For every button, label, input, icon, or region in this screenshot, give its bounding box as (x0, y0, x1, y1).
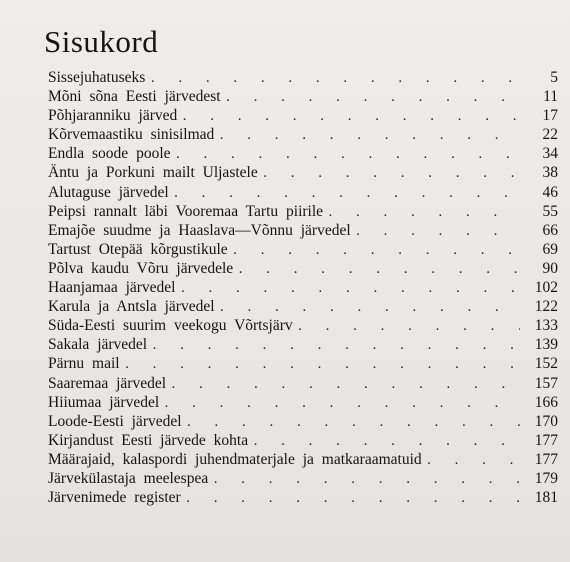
toc-entry-page-number: 133 (534, 317, 558, 335)
dot-leader (422, 452, 520, 471)
toc-entry-page-number: 5 (550, 69, 558, 86)
toc-entry-page-number: 90 (542, 259, 558, 277)
toc-entry-page-number: 66 (542, 221, 558, 239)
toc-entry (48, 125, 558, 144)
toc-entry (48, 412, 558, 431)
toc-entry-title: Tartust Otepää kõrgustikule (48, 240, 228, 258)
toc-entry (48, 354, 558, 373)
dot-leader (166, 376, 520, 395)
toc-entry-title: Kõrvemaastiku sinisilmad (48, 126, 215, 144)
dot-leader (214, 127, 520, 146)
dot-leader (181, 490, 520, 509)
toc-entry-page-number: 181 (534, 489, 558, 507)
toc-entry-page-number: 166 (534, 393, 558, 411)
dot-leader (293, 318, 520, 337)
toc-entry-title: Karula ja Antsla järvedel (48, 298, 215, 316)
toc-entry-title: Alutaguse järvedel (48, 183, 169, 201)
toc-entry (48, 374, 558, 393)
toc-entry (48, 221, 558, 240)
toc-entry-title: Järvekülastaja meelespea (48, 469, 209, 487)
dot-leader (228, 242, 520, 261)
toc-entry (48, 87, 558, 106)
dot-leader (221, 89, 520, 108)
toc-entry-page-number: 177 (534, 431, 558, 449)
toc-entry-page-number: 179 (534, 469, 558, 487)
toc-entry (48, 450, 558, 469)
toc-entry (48, 183, 558, 202)
toc-entry-title: Emajõe suudme ja Haaslava—Võnnu järvedel (48, 221, 351, 239)
toc-entry (48, 469, 558, 488)
toc-entry-title: Kirjandust Eesti järvede kohta (48, 431, 249, 449)
toc-entry (48, 316, 558, 335)
toc-entry-title: Hiiumaa järvedel (48, 393, 160, 411)
toc-entry-page-number: 34 (542, 145, 558, 163)
dot-leader (258, 165, 520, 184)
toc-entry-page-number: 17 (542, 107, 558, 125)
toc-entry-page-number: 177 (534, 450, 558, 468)
toc-entry-page-number: 122 (534, 298, 558, 316)
toc-entry-title: Sissejuhatuseks (48, 69, 146, 86)
toc-entry-page-number: 38 (542, 164, 558, 182)
dot-leader (208, 471, 520, 490)
toc-entry-page-number: 139 (534, 336, 558, 354)
dot-leader (323, 204, 520, 223)
toc-entry (48, 393, 558, 412)
toc-entry-title: Põlva kaudu Võru järvedele (48, 259, 234, 277)
toc-entry (48, 202, 558, 221)
toc-entry-title: Saaremaa järvedel (48, 374, 167, 392)
toc-entry-page-number: 22 (542, 126, 558, 144)
toc-entry-page-number: 152 (534, 355, 558, 373)
toc-entry-title: Määrajaid, kalaspordi juhendmaterjale ja matkaraamatuid (48, 450, 422, 468)
toc-entry (48, 297, 558, 316)
toc-entry (48, 68, 558, 87)
toc-entry-title: Süda-Eesti suurim veekogu Võrtsjärv (48, 317, 293, 335)
toc-entry (48, 144, 558, 163)
toc-entry-title: Haanjamaa järvedel (48, 279, 176, 297)
toc-entry-title: Põhjaranniku järved (48, 107, 178, 125)
toc-entry-title: Peipsi rannalt läbi Vooremaa Tartu piirile (48, 202, 324, 220)
dot-leader (147, 337, 520, 356)
toc-entry (48, 163, 558, 182)
toc-entry-title: Endla soode poole (48, 145, 171, 163)
toc-entry (48, 240, 558, 259)
toc-entry-title: Mõni sõna Eesti järvedest (48, 88, 221, 106)
dot-leader (176, 280, 521, 299)
toc-entry (48, 488, 558, 507)
toc-entry-page-number: 11 (543, 88, 558, 106)
toc-entry (48, 259, 558, 278)
toc-entry-page-number: 157 (534, 374, 558, 392)
toc-entry-page-number: 69 (542, 240, 558, 258)
toc-entry-page-number: 170 (534, 412, 558, 430)
table-of-contents (48, 68, 558, 507)
dot-leader (351, 223, 520, 242)
toc-entry-page-number: 102 (534, 279, 558, 297)
page-title: Sisukord (44, 24, 159, 59)
toc-entry-page-number: 46 (542, 183, 558, 201)
dot-leader (233, 261, 520, 280)
toc-entry-title: Sakala järvedel (48, 336, 148, 354)
toc-entry (48, 335, 558, 354)
toc-entry-title: Loode-Eesti järvedel (48, 412, 182, 430)
dot-leader (159, 395, 520, 414)
toc-entry-title: Pärnu mail (48, 355, 120, 373)
toc-entry-title: Äntu ja Porkuni mailt Uljastele (48, 164, 258, 182)
toc-entry (48, 106, 558, 125)
dot-leader (177, 108, 520, 127)
toc-entry (48, 278, 558, 297)
toc-entry-page-number: 55 (542, 202, 558, 220)
toc-entry (48, 431, 558, 450)
dot-leader (120, 356, 520, 375)
toc-entry-title: Järvenimede register (48, 489, 181, 507)
